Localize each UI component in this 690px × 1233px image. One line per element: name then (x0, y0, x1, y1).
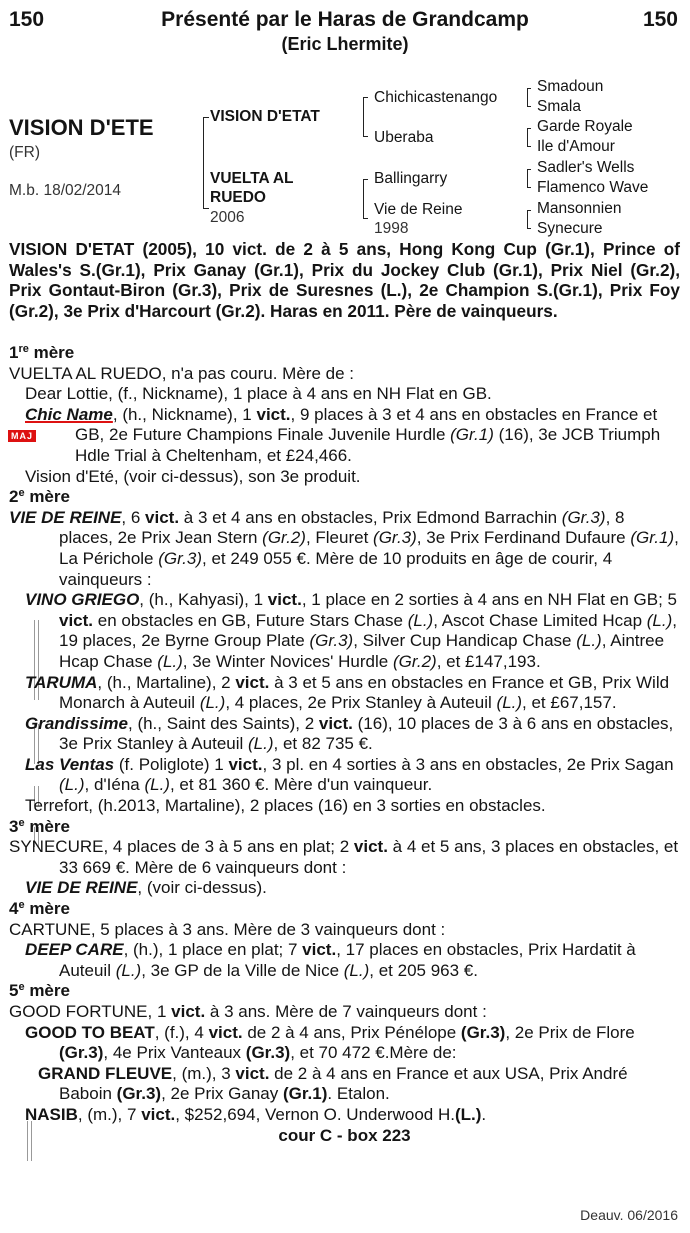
catalogue-reference: Deauv. 06/2016 (580, 1207, 678, 1223)
pedigree-dss: Sadler's Wells (537, 159, 635, 176)
horse-birth: M.b. 18/02/2014 (9, 182, 122, 199)
dam4-produce-deep-care: DEEP CARE, (h.), 1 place en plat; 7 vict., 17 places en obstacles, Prix Hardatit à Auteuil (L.), 3e GP de la Ville de Nice (L.), et 205 963 €. (25, 940, 636, 980)
dam5-produce-good-to-beat: GOOD TO BEAT, (f.), 4 vict. de 2 à 4 ans, Prix Pénélope (Gr.3), 2e Prix de Flore (Gr.3), 4e Prix Vanteaux (Gr.3), et 70 472 €.Mère de: (25, 1022, 635, 1063)
pedigree-ds: Ballingarry (374, 170, 448, 187)
pedigree-sss: Smadoun (537, 78, 604, 95)
consignor: (Eric Lhermite) (281, 34, 409, 54)
dam5-record: GOOD FORTUNE, 1 vict. à 3 ans. Mère de 7 vainqueurs dont : (9, 1002, 487, 1021)
dam3-produce-vie-de-reine: VIE DE REINE, (voir ci-dessus). (25, 878, 267, 898)
dam3-record: SYNECURE, 4 places de 3 à 5 ans en plat; 2 vict. à 4 et 5 ans, 3 places en obstacles, et 33 669 €. Mère de 6 vainqueurs dont : (9, 837, 679, 877)
dam2-produce-terrefort: Terrefort, (h.2013, Martaline), 2 places (16) en 3 sorties en obstacles. (25, 796, 546, 816)
dam5-heading: 5e mère (9, 981, 70, 1001)
pedigree-ddd: Synecure (537, 220, 603, 237)
dam5-produce-grand-fleuve: GRAND FLEUVE, (m.), 3 vict. de 2 à 4 ans en France et aux USA, Prix André Baboin (Gr.3), 2e Prix Ganay (Gr.1). Etalon. (38, 1063, 628, 1104)
pedigree-dam-year: 2006 (210, 209, 245, 226)
pedigree-sire: VISION D'ETAT (210, 108, 320, 125)
pedigree-ssd: Smala (537, 98, 581, 115)
dam1-produce-2: Chic Name, (h., Nickname), 1 vict., 9 places à 3 et 4 ans en obstacles en France et GB, 2e Future Champions Finale Juvenile Hurdle (Gr.1) (16), 3e JCB Triumph Hdle Trial à Cheltenham, et £24,466. (25, 404, 661, 465)
dam4-line: CARTUNE, 5 places à 3 ans. Mère de 3 vainqueurs dont : (9, 919, 446, 939)
family-section (9, 343, 680, 1146)
dam1-produce-3: Vision d'Eté, (voir ci-dessus), son 3e produit. (25, 466, 361, 486)
pedigree-sdd: Ile d'Amour (537, 138, 615, 155)
pedigree-bracket-1 (203, 117, 204, 209)
dam2-produce-grandissime: Grandissime, (h., Saint des Saints), 2 vict. (16), 10 places de 3 à 6 ans en obstacles, 3e Prix Stanley à Auteuil (L.), et 82 735 €. (25, 713, 674, 754)
dam1-heading: 1re mère (9, 343, 75, 362)
pedigree-ss: Chichicastenango (374, 89, 498, 106)
pedigree-dds: Mansonnien (537, 200, 622, 217)
dam5-produce-nasib: NASIB, (m.), 7 vict., $252,694, Vernon O. Underwood H.(L.). (25, 1104, 487, 1124)
dam2-heading: 2e mère (9, 487, 70, 507)
dam2-produce-taruma: TARUMA, (h., Martaline), 2 vict. à 3 et 5 ans en obstacles en France et GB, Prix Wild Monarch à Auteuil (L.), 4 places, 2e Prix Stanley à Auteuil (L.), et £67,157. (25, 672, 670, 713)
pedigree-dd-year: 1998 (374, 220, 409, 237)
dam2-produce-vino-griego: VINO GRIEGO, (h., Kahyasi), 1 vict., 1 place en 2 sorties à 4 ans en NH Flat en GB; 5 vict. en obstacles en GB, Future Stars Chase (L.), Ascot Chase Limited Hcap (L.), 19 places, 2e Byrne Group Plate (Gr.3), Silver Cup Handicap Chase (L.), Aintree Hcap Chase (L.), 3e Winter Novices' Hurdle (Gr.2), et £147,193. (25, 590, 677, 671)
page-title: Présenté par le Haras de Grandcamp (161, 8, 529, 31)
pedigree-sds: Garde Royale (537, 118, 633, 135)
pedigree-dd: Vie de Reine (374, 201, 463, 218)
horse-name: VISION D'ETE (9, 115, 154, 140)
dam3-heading: 3e mère (9, 816, 70, 836)
horse-country: (FR) (9, 144, 40, 161)
maj-badge: MAJ (8, 430, 36, 442)
dam2-record: VIE DE REINE, 6 vict. à 3 et 4 ans en obstacles, Prix Edmond Barrachin (Gr.3), 8 places, 2e Prix Jean Stern (Gr.2), Fleuret (Gr.3), 3e Prix Ferdinand Dufaure (Gr.1), La Périchole (Gr.3), et 249 055 €. Mère de 10 produits en âge de courir, 4 vainqueurs : (9, 507, 679, 589)
dam1-line: VUELTA AL RUEDO, n'a pas couru. Mère de : (9, 363, 354, 383)
dam4-heading: 4e mère (9, 899, 70, 919)
dam2-produce-las-ventas: Las Ventas (f. Poliglote) 1 vict., 3 pl. en 4 sorties à 3 ans en obstacles, 2e Prix Sagan (L.), d'Iéna (L.), et 81 360 €. Mère d'un vainqueur. (25, 754, 674, 795)
pedigree-sd: Uberaba (374, 129, 434, 146)
pedigree-dam: VUELTA AL RUEDO (210, 170, 294, 206)
stable-location: cour C - box 223 (278, 1125, 411, 1145)
dam1-produce-1: Dear Lottie, (f., Nickname), 1 place à 4 ans en NH Flat en GB. (25, 384, 492, 404)
pedigree-dsd: Flamenco Wave (537, 179, 649, 196)
lot-number-left: 150 (9, 8, 45, 31)
sire-record: VISION D'ETAT (2005), 10 vict. de 2 à 5 ans, Hong Kong Cup (Gr.1), Prince of Wales's S.(Gr.1), Prix Ganay (Gr.1), Prix du Jockey Club (Gr.1), Prix Niel (Gr.2), Prix Gontaut-Biron (Gr.3), Prix de Suresnes (L.), 2e Champion S.(Gr.1), Prix Foy (Gr.2), 3e Prix d'Harcourt (Gr.2). Haras en 2011. Père de vainqueurs. (9, 239, 680, 321)
lot-number-right: 150 (642, 8, 678, 31)
